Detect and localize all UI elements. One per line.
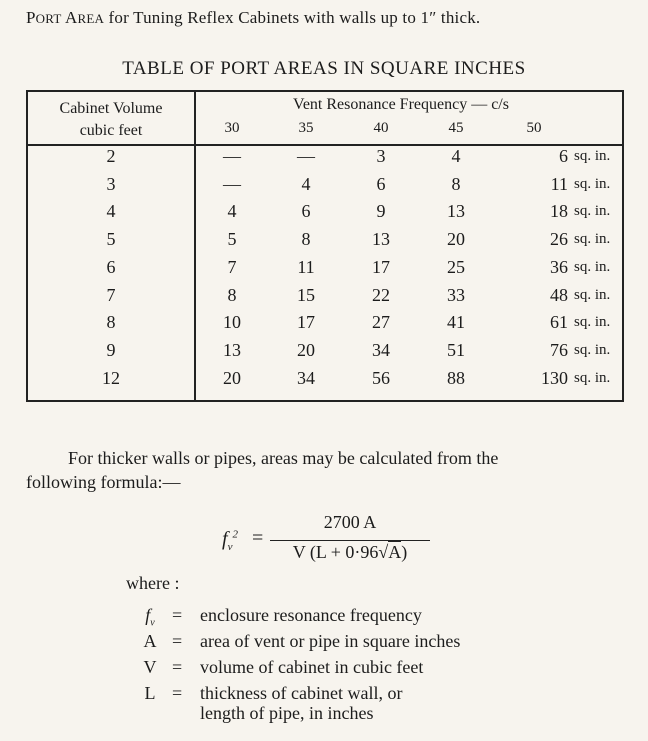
definition-line: volume of cabinet in cubic feet xyxy=(200,657,424,677)
port-area-cell: 17 xyxy=(372,256,390,277)
table-row xyxy=(28,368,622,395)
port-area-cell: 4 xyxy=(301,173,311,194)
port-area-cell: 22 xyxy=(372,284,390,305)
port-area-cell: 17 xyxy=(297,312,315,333)
table-row xyxy=(28,229,622,256)
freq-header-45: 45 xyxy=(448,120,464,136)
volume-column-header xyxy=(28,98,194,142)
port-area-cell: — xyxy=(223,146,241,166)
fraction-bar xyxy=(270,540,430,541)
volume-cell: 2 xyxy=(106,146,116,166)
volume-cell: 4 xyxy=(106,201,116,222)
unit-label: sq. in. xyxy=(574,258,611,275)
heading-area-initial: A xyxy=(65,8,78,27)
port-area-cell: — xyxy=(223,173,241,194)
port-area-cell: 34 xyxy=(372,339,390,360)
volume-cell: 8 xyxy=(106,312,116,333)
definition-line: thickness of cabinet wall, or xyxy=(200,683,403,703)
port-area-cell: 88 xyxy=(447,367,465,388)
table-row xyxy=(28,257,622,284)
definition-symbol: $f_v$ xyxy=(145,605,155,629)
port-area-cell: 7 xyxy=(227,256,237,277)
unit-label: sq. in. xyxy=(574,286,611,303)
heading-port-rest: ORT xyxy=(35,11,62,26)
volume-cell: 12 xyxy=(102,367,120,388)
port-area-cell: 13 xyxy=(447,201,465,222)
volume-cell: 9 xyxy=(106,339,116,360)
port-area-cell: 36 xyxy=(550,256,568,277)
lhs-symbol: f xyxy=(222,528,228,550)
where-label: where : xyxy=(126,573,180,593)
port-area-cell: 9 xyxy=(376,201,386,222)
freq-header-30: 30 xyxy=(224,120,240,136)
den-suffix: ) xyxy=(401,542,408,562)
port-area-cell: 34 xyxy=(297,367,315,388)
port-area-cell: 130 xyxy=(541,367,568,388)
port-area-cell: 13 xyxy=(223,339,241,360)
port-area-cell: 61 xyxy=(550,312,568,333)
table-row xyxy=(28,340,622,367)
formula-lhs xyxy=(222,528,238,553)
port-area-cell: 15 xyxy=(297,284,315,305)
port-area-cell: 56 xyxy=(372,367,390,388)
port-area-cell: 41 xyxy=(447,312,465,333)
heading-area-rest: REA xyxy=(77,11,105,26)
volume-cell: 6 xyxy=(106,256,116,277)
port-area-cell: 6 xyxy=(559,146,568,166)
port-area-cell: 4 xyxy=(451,146,461,166)
definition-line: length of pipe, in inches xyxy=(200,703,374,723)
table-row xyxy=(28,201,622,228)
volume-header-line1: Cabinet Volume xyxy=(59,100,163,117)
unit-label: sq. in. xyxy=(574,175,611,192)
unit-label: sq. in. xyxy=(574,148,611,164)
definition-equals: = xyxy=(172,631,183,651)
table-row xyxy=(28,146,622,173)
freq-header-35: 35 xyxy=(298,120,314,136)
volume-header-line2: cubic feet xyxy=(79,122,143,139)
table-row xyxy=(28,174,622,201)
definition-equals: = xyxy=(172,605,183,625)
port-area-cell: 6 xyxy=(301,201,311,222)
unit-label: sq. in. xyxy=(574,341,611,358)
formula-equals: = xyxy=(252,527,264,549)
port-area-cell: 13 xyxy=(372,229,390,250)
port-area-table xyxy=(26,90,624,402)
freq-header-40: 40 xyxy=(373,120,389,136)
sqrt-argument: A xyxy=(388,542,402,562)
port-area-cell: 3 xyxy=(376,146,386,166)
port-area-cell: 8 xyxy=(227,284,237,305)
den-prefix: V (L + 0·96 xyxy=(292,542,379,562)
definition-line: enclosure resonance frequency xyxy=(200,605,422,625)
port-area-cell: 76 xyxy=(550,339,568,360)
port-area-cell: 27 xyxy=(372,312,390,333)
port-area-cell: 6 xyxy=(376,173,386,194)
freq-header-50: 50 xyxy=(526,120,542,136)
port-area-cell: 11 xyxy=(297,256,315,277)
unit-label: sq. in. xyxy=(574,231,611,248)
formula-intro-line2: following formula:— xyxy=(26,472,181,492)
unit-label: sq. in. xyxy=(574,314,611,331)
table-row xyxy=(28,285,622,312)
port-area-cell: 18 xyxy=(550,201,568,222)
sqrt-sign: √ xyxy=(378,542,389,562)
port-area-cell: 26 xyxy=(550,229,568,250)
port-area-cell: 8 xyxy=(451,173,461,194)
table-row xyxy=(28,312,622,339)
port-area-cell: 48 xyxy=(550,284,568,305)
port-area-cell: 20 xyxy=(447,229,465,250)
volume-cell: 3 xyxy=(106,173,116,194)
unit-label: sq. in. xyxy=(574,203,611,220)
port-area-cell: 51 xyxy=(447,339,465,360)
definition-text xyxy=(200,657,600,677)
lhs-superscript: 2 xyxy=(232,528,238,541)
definition-symbol: V xyxy=(143,657,157,677)
definition-text xyxy=(200,605,600,625)
definition-equals: = xyxy=(172,657,183,677)
port-area-cell: 10 xyxy=(223,312,241,333)
formula-numerator: 2700 A xyxy=(323,512,377,532)
formula-denominator xyxy=(270,542,430,563)
definition-line: area of vent or pipe in square inches xyxy=(200,631,461,651)
formula-intro xyxy=(26,446,628,494)
port-area-cell: 25 xyxy=(447,256,465,277)
definition-symbol: L xyxy=(144,683,156,703)
volume-cell: 7 xyxy=(106,284,116,305)
definition-symbol: A xyxy=(143,631,157,651)
port-area-cell: 20 xyxy=(297,339,315,360)
port-area-cell: 5 xyxy=(227,229,237,250)
heading-port-initial: P xyxy=(26,8,36,27)
volume-cell: 5 xyxy=(106,229,116,250)
page-heading xyxy=(26,8,480,28)
port-area-cell: 20 xyxy=(223,367,241,388)
port-area-cell: 8 xyxy=(301,229,311,250)
port-area-cell: 11 xyxy=(550,173,568,194)
lhs-subscript: v xyxy=(227,541,233,553)
port-area-cell: — xyxy=(297,146,315,166)
definition-equals: = xyxy=(172,683,183,703)
definition-text xyxy=(200,683,600,723)
formula-intro-line1: For thicker walls or pipes, areas may be calculated from the xyxy=(68,448,499,468)
unit-label: sq. in. xyxy=(574,369,611,386)
vent-frequency-header: Vent Resonance Frequency — c/s xyxy=(293,96,509,113)
heading-rest: for Tuning Reflex Cabinets with walls up to 1″ thick. xyxy=(104,8,481,27)
port-area-cell: 4 xyxy=(227,201,237,222)
port-area-cell: 33 xyxy=(447,284,465,305)
definition-text xyxy=(200,631,600,651)
table-title: TABLE OF PORT AREAS IN SQUARE INCHES xyxy=(122,58,526,79)
definition-symbol-sub: v xyxy=(150,617,155,629)
